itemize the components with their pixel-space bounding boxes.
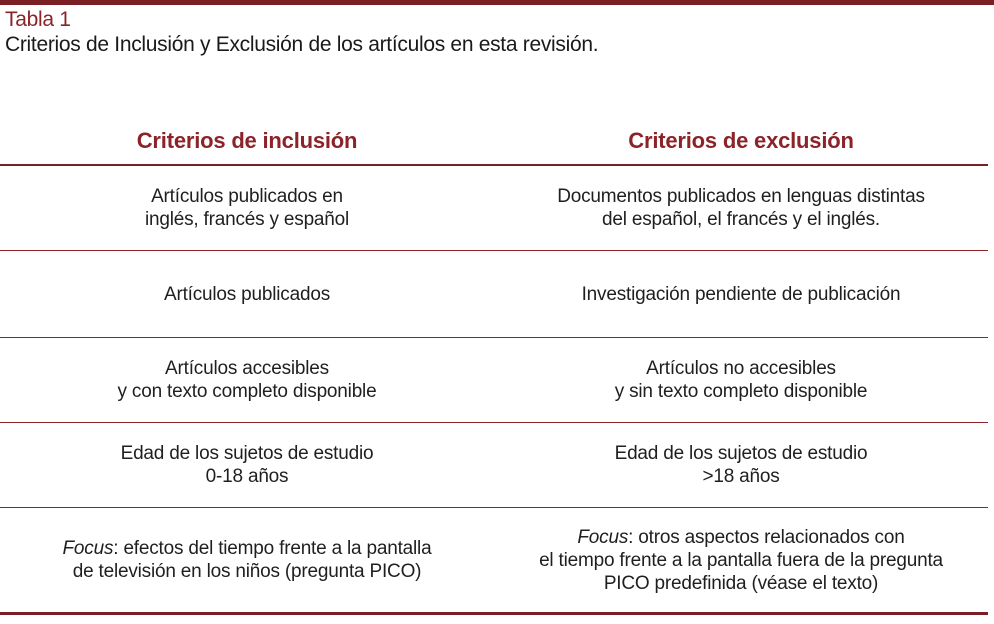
table-caption <box>5 8 985 58</box>
header-inclusion: Criterios de inclusión <box>0 118 494 165</box>
table-row <box>0 508 988 614</box>
cell-line: Artículos accesibles <box>165 358 329 379</box>
table-number: Tabla 1 <box>5 8 71 31</box>
focus-label: Focus <box>62 538 114 559</box>
focus-text: : otros aspectos relacionados con <box>628 526 905 548</box>
cell-line: Artículos publicados <box>163 283 331 305</box>
focus-text: : efectos del tiempo frente a la pantalla <box>113 538 432 559</box>
inclusion-cell <box>0 165 494 251</box>
cell-line: inglés, francés y español <box>144 209 350 230</box>
cell-line: el tiempo frente a la pantalla fuera de la pregunta <box>539 549 943 571</box>
criteria-table <box>0 118 988 615</box>
cell-line: Edad de los sujetos de estudio <box>614 443 868 464</box>
exclusion-cell <box>494 251 988 338</box>
cell-line: del español, el francés y el inglés. <box>602 209 880 230</box>
exclusion-cell <box>494 508 988 614</box>
cell-line: 0-18 años <box>205 466 289 487</box>
cell-line: Edad de los sujetos de estudio <box>120 443 374 464</box>
header-row <box>0 118 988 165</box>
inclusion-cell <box>0 508 494 614</box>
cell-line: Documentos publicados en lenguas distintas <box>557 186 925 207</box>
table-title: Criterios de Inclusión y Exclusión de los artículos en esta revisión. <box>5 33 599 56</box>
cell-line <box>10 537 484 560</box>
exclusion-cell <box>494 165 988 251</box>
cell-line: Artículos no accesibles <box>646 358 836 379</box>
header-exclusion: Criterios de exclusión <box>494 118 988 165</box>
table-row <box>0 251 988 338</box>
table-row <box>0 423 988 508</box>
cell-line: PICO predefinida (véase el texto) <box>603 572 879 594</box>
top-rule <box>0 0 994 5</box>
cell-line: >18 años <box>702 466 780 487</box>
exclusion-cell <box>494 423 988 508</box>
exclusion-cell <box>494 338 988 423</box>
inclusion-cell <box>0 338 494 423</box>
table-row <box>0 338 988 423</box>
inclusion-cell <box>0 423 494 508</box>
cell-line: y sin texto completo disponible <box>614 381 868 402</box>
cell-line: y con texto completo disponible <box>117 381 377 402</box>
inclusion-cell <box>0 251 494 338</box>
cell-line: Artículos publicados en <box>151 186 343 207</box>
cell-line: de televisión en los niños (pregunta PICO) <box>72 561 422 582</box>
table-row <box>0 165 988 251</box>
cell-line <box>504 526 978 549</box>
cell-line: Investigación pendiente de publicación <box>581 283 901 305</box>
focus-label: Focus <box>577 526 629 548</box>
